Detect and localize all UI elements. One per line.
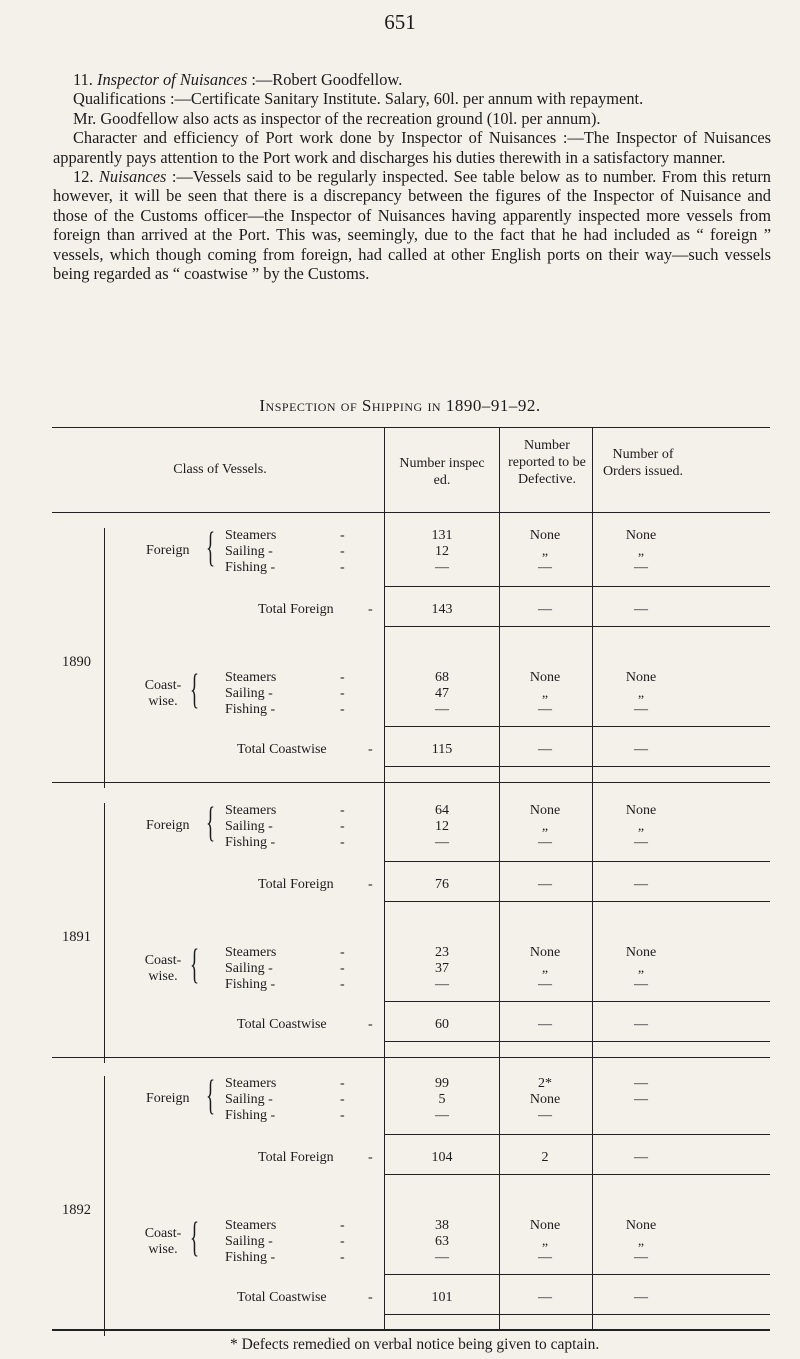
cell-inspected: 5 <box>438 1092 446 1107</box>
total-inspected: 143 <box>431 602 453 617</box>
group-label-foreign: Foreign <box>146 1091 190 1106</box>
cell-orders: „ <box>637 686 645 701</box>
cell-defective: „ <box>541 819 549 834</box>
row-label: Fishing - <box>225 1108 276 1123</box>
group-brace: { <box>206 525 216 571</box>
total-rule <box>384 1174 770 1175</box>
year-brace <box>104 803 113 1063</box>
cell-defective: None <box>529 803 561 818</box>
cell-inspected: — <box>435 977 449 992</box>
leader-dash: - <box>368 602 373 617</box>
paragraph <box>53 167 771 283</box>
para-body: :—Vessels said to be regularly inspected. See table below as to number. From this return however, it will be seen that there is a discrepancy between the figures of the Inspector of Nuisance and those of the Customs officer—the Inspector of Nuisances having apparently inspected more vessels from foreign than arrived at the Port. This was, seemingly, due to the fact that he had included as “ foreign ” vessels, which though coming from foreign, had called at other English ports on their way—such vessels being regarded as “ coastwise ” by the Customs. <box>53 167 771 284</box>
cell-orders: None <box>625 945 657 960</box>
row-label: Steamers <box>225 670 277 685</box>
cell-defective: „ <box>541 961 549 976</box>
cell-defective: „ <box>541 686 549 701</box>
total-label: Total Foreign <box>258 602 334 617</box>
cell-inspected: — <box>435 560 449 575</box>
year-brace <box>104 1076 113 1336</box>
row-label: Sailing - <box>225 961 273 976</box>
cell-orders: „ <box>637 819 645 834</box>
cell-orders: — <box>634 977 648 992</box>
cell-orders: — <box>634 1250 648 1265</box>
cell-inspected: 12 <box>435 544 449 559</box>
total-rule <box>384 626 770 627</box>
row-label: Fishing - <box>225 702 276 717</box>
table-title: Inspection of Shipping in 1890–91–92. <box>259 396 541 415</box>
row-label: Sailing - <box>225 819 273 834</box>
cell-orders: „ <box>637 1234 645 1249</box>
para-heading: Nuisances <box>98 167 167 187</box>
leader-dash: - <box>368 1017 373 1032</box>
cell-inspected: 63 <box>435 1234 449 1249</box>
group-brace: { <box>206 1073 216 1119</box>
total-orders: — <box>634 877 648 892</box>
row-label: Steamers <box>225 528 277 543</box>
header-defective: Number reported to be Defective. <box>508 438 586 487</box>
cell-defective: — <box>538 977 552 992</box>
row-label: Steamers <box>225 1076 277 1091</box>
cell-defective: — <box>538 702 552 717</box>
cell-orders: — <box>634 1076 648 1091</box>
paragraph <box>53 70 771 89</box>
leader-dash: - <box>340 835 345 850</box>
para-body: Qualifications :—Certificate Sanitary Institute. Salary, 60l. per annum with repayment. <box>73 89 644 109</box>
group-brace: { <box>206 800 216 846</box>
leader-dash: - <box>340 686 345 701</box>
cell-orders: — <box>634 835 648 850</box>
year-separator <box>52 1330 770 1331</box>
total-orders: — <box>634 1150 648 1165</box>
leader-dash: - <box>340 1076 345 1091</box>
group-label-foreign: Foreign <box>146 818 190 833</box>
total-inspected: 76 <box>435 877 449 892</box>
leader-dash: - <box>340 544 345 559</box>
row-label: Fishing - <box>225 560 276 575</box>
cell-orders: None <box>625 1218 657 1233</box>
row-label: Sailing - <box>225 1234 273 1249</box>
total-orders: — <box>634 1290 648 1305</box>
cell-inspected: 47 <box>435 686 449 701</box>
cell-orders: — <box>634 560 648 575</box>
total-rule <box>384 1314 770 1315</box>
total-rule <box>384 766 770 767</box>
header-class: Class of Vessels. <box>173 462 267 477</box>
year-separator <box>52 782 770 783</box>
para-body: :—Robert Goodfellow. <box>247 70 403 89</box>
subtotal-rule <box>384 1001 770 1002</box>
total-label: Total Coastwise <box>237 1017 327 1032</box>
group-brace: { <box>190 1215 200 1261</box>
cell-orders: — <box>634 1092 648 1107</box>
header-inspected: Number inspec ed. <box>399 456 485 488</box>
leader-dash: - <box>340 1092 345 1107</box>
cell-inspected: 131 <box>431 528 453 543</box>
leader-dash: - <box>340 528 345 543</box>
leader-dash: - <box>340 702 345 717</box>
cell-inspected: 38 <box>435 1218 449 1233</box>
col-divider <box>384 427 385 1329</box>
cell-inspected: — <box>435 835 449 850</box>
cell-defective: None <box>529 528 561 543</box>
cell-defective: None <box>529 1218 561 1233</box>
cell-defective: „ <box>541 544 549 559</box>
total-defective: — <box>538 877 552 892</box>
leader-dash: - <box>340 560 345 575</box>
total-rule <box>384 901 770 902</box>
header-rule <box>52 512 770 513</box>
cell-orders: „ <box>637 961 645 976</box>
cell-inspected: — <box>435 1108 449 1123</box>
cell-orders: None <box>625 803 657 818</box>
row-label: Sailing - <box>225 686 273 701</box>
col-divider <box>592 427 593 1329</box>
leader-dash: - <box>340 961 345 976</box>
paragraph <box>53 89 771 108</box>
para-lead: 11. <box>73 70 97 89</box>
leader-dash: - <box>340 1234 345 1249</box>
cell-defective: — <box>538 835 552 850</box>
cell-defective: — <box>538 1108 552 1123</box>
year-label: 1891 <box>62 929 91 945</box>
total-defective: — <box>538 1017 552 1032</box>
row-label: Steamers <box>225 803 277 818</box>
total-label: Total Foreign <box>258 877 334 892</box>
row-label: Steamers <box>225 1218 277 1233</box>
row-label: Sailing - <box>225 544 273 559</box>
cell-defective: None <box>529 670 561 685</box>
para-body: Mr. Goodfellow also acts as inspector of the recreation ground (10l. per annum). <box>73 108 601 128</box>
page-number: 651 <box>384 10 416 34</box>
total-orders: — <box>634 1017 648 1032</box>
leader-dash: - <box>340 945 345 960</box>
cell-inspected: — <box>435 702 449 717</box>
year-label: 1892 <box>62 1202 91 1218</box>
paragraph <box>53 109 771 128</box>
group-label-coastwise: Coast- wise. <box>144 953 182 984</box>
header-orders: Number of Orders issued. <box>602 447 684 479</box>
group-brace: { <box>190 667 200 713</box>
total-orders: — <box>634 742 648 757</box>
subtotal-rule <box>384 1134 770 1135</box>
cell-inspected: 99 <box>435 1076 449 1091</box>
leader-dash: - <box>340 1250 345 1265</box>
cell-orders: „ <box>637 544 645 559</box>
cell-orders: — <box>634 702 648 717</box>
subtotal-rule <box>384 586 770 587</box>
group-brace: { <box>190 942 200 988</box>
total-defective: — <box>538 742 552 757</box>
total-defective: — <box>538 602 552 617</box>
row-label: Fishing - <box>225 835 276 850</box>
cell-defective: None <box>529 1092 561 1107</box>
cell-inspected: 23 <box>435 945 449 960</box>
col-divider <box>499 427 500 1329</box>
leader-dash: - <box>340 819 345 834</box>
cell-orders: None <box>625 528 657 543</box>
total-orders: — <box>634 602 648 617</box>
total-inspected: 101 <box>431 1290 453 1305</box>
group-label-foreign: Foreign <box>146 543 190 558</box>
para-body: Character and efficiency of Port work done by Inspector of Nuisances :—The Inspector of Nuisances apparently pays attention to the Port work and discharges his duties therewith in a satisfactory manner. <box>53 128 771 167</box>
group-label-coastwise: Coast- wise. <box>144 1226 182 1257</box>
year-label: 1890 <box>62 654 91 670</box>
total-label: Total Coastwise <box>237 1290 327 1305</box>
paragraph <box>53 128 771 167</box>
group-label-coastwise: Coast- wise. <box>144 678 182 709</box>
leader-dash: - <box>340 977 345 992</box>
cell-defective: 2* <box>538 1076 552 1091</box>
leader-dash: - <box>368 742 373 757</box>
cell-inspected: 37 <box>435 961 449 976</box>
table-top-rule <box>52 427 770 428</box>
total-defective: 2 <box>541 1150 549 1165</box>
year-brace <box>104 528 113 788</box>
cell-inspected: 68 <box>435 670 449 685</box>
total-inspected: 115 <box>431 742 453 757</box>
leader-dash: - <box>368 877 373 892</box>
cell-defective: — <box>538 1250 552 1265</box>
leader-dash: - <box>340 1218 345 1233</box>
subtotal-rule <box>384 726 770 727</box>
total-label: Total Foreign <box>258 1150 334 1165</box>
body-text <box>53 70 771 283</box>
leader-dash: - <box>340 670 345 685</box>
cell-inspected: 12 <box>435 819 449 834</box>
row-label: Sailing - <box>225 1092 273 1107</box>
total-defective: — <box>538 1290 552 1305</box>
leader-dash: - <box>340 1108 345 1123</box>
row-label: Fishing - <box>225 1250 276 1265</box>
para-lead: 12. <box>73 167 99 187</box>
cell-defective: None <box>529 945 561 960</box>
leader-dash: - <box>368 1290 373 1305</box>
cell-defective: — <box>538 560 552 575</box>
cell-defective: „ <box>541 1234 549 1249</box>
total-inspected: 104 <box>431 1150 453 1165</box>
footnote: * Defects remedied on verbal notice being given to captain. <box>230 1336 600 1353</box>
cell-orders: None <box>625 670 657 685</box>
para-heading: Inspector of Nuisances <box>96 70 248 89</box>
total-label: Total Coastwise <box>237 742 327 757</box>
row-label: Steamers <box>225 945 277 960</box>
cell-inspected: 64 <box>435 803 449 818</box>
total-rule <box>384 1041 770 1042</box>
total-inspected: 60 <box>435 1017 449 1032</box>
subtotal-rule <box>384 861 770 862</box>
cell-inspected: — <box>435 1250 449 1265</box>
row-label: Fishing - <box>225 977 276 992</box>
leader-dash: - <box>340 803 345 818</box>
subtotal-rule <box>384 1274 770 1275</box>
year-separator <box>52 1057 770 1058</box>
leader-dash: - <box>368 1150 373 1165</box>
